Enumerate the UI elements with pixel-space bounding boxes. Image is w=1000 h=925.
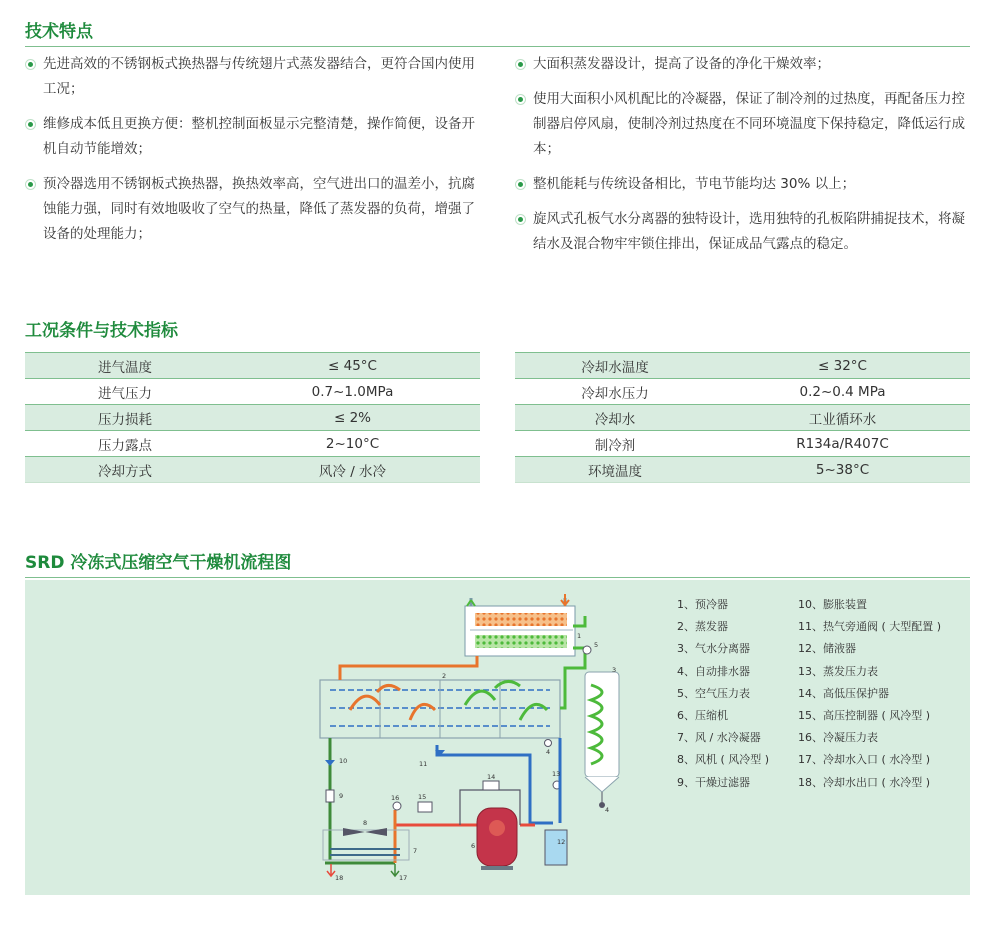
legend-item: 11、热气旁通阀 ( 大型配置 ) (798, 620, 942, 634)
bullet-icon (25, 179, 36, 190)
label-5: 5 (594, 641, 599, 649)
water-outlet-arrow (327, 864, 335, 876)
table-row (515, 353, 970, 379)
spec-value: 0.2~0.4 MPa (715, 379, 970, 405)
table-row (515, 379, 970, 405)
air-pipe (340, 656, 477, 680)
flow-diagram-panel (25, 580, 970, 895)
label-14: 14 (487, 773, 496, 781)
label-18: 18 (335, 874, 344, 882)
legend-item: 16、冷凝压力表 (798, 731, 878, 745)
legend-item: 2、蒸发器 (677, 620, 728, 634)
spec-key: 冷却水 (515, 405, 715, 431)
spec-key: 冷却方式 (25, 457, 225, 483)
label-4: 4 (605, 806, 610, 814)
feature-item: 维修成本低且更换方便：整机控制面板显示完整清楚，操作简便，设备开机自动节能增效； (25, 112, 475, 162)
label-4b: 4 (546, 748, 551, 756)
legend-item: 5、空气压力表 (677, 686, 750, 700)
bullet-icon (515, 179, 526, 190)
spec-key: 压力损耗 (25, 405, 225, 431)
legend-item: 3、气水分离器 (677, 642, 750, 656)
drier-filter (326, 790, 334, 802)
feature-item: 整机能耗与传统设备相比，节电节能均达 30% 以上； (515, 172, 970, 197)
legend-item: 4、自动排水器 (677, 664, 750, 678)
spec-key: 压力露点 (25, 431, 225, 457)
spec-value: ≤ 2% (225, 405, 480, 431)
legend-column-2 (798, 594, 941, 794)
feature-item: 旋风式孔板气水分离器的独特设计，选用独特的孔板陷阱捕捉技术，将凝结水及混合物牢牢锁住排出，保证成品气露点的稳定。 (515, 207, 970, 257)
label-7: 7 (413, 847, 418, 855)
label-10: 10 (339, 757, 348, 765)
bullet-icon (515, 59, 526, 70)
spec-value: ≤ 45°C (225, 353, 480, 379)
spec-value: 5~38°C (715, 457, 970, 483)
bullet-icon (25, 59, 36, 70)
bullet-icon (25, 119, 36, 130)
label-16: 16 (391, 794, 400, 802)
features-section (25, 52, 970, 282)
water-separator (585, 672, 619, 808)
legend-item: 12、储液器 (798, 642, 856, 656)
label-2: 2 (442, 672, 447, 680)
label-11: 11 (419, 760, 428, 768)
legend-item: 15、高压控制器 ( 风冷型 ) (798, 709, 931, 723)
spec-value: 2~10°C (225, 431, 480, 457)
legend-item: 6、压缩机 (677, 709, 728, 723)
spec-value: 工业循环水 (715, 405, 970, 431)
feature-item: 先进高效的不锈钢板式换热器与传统翅片式蒸发器结合，更符合国内使用工况； (25, 52, 475, 102)
hp-protector (483, 781, 499, 790)
receiver-tank (545, 830, 567, 865)
spec-key: 冷却水压力 (515, 379, 715, 405)
spec-value: ≤ 32°C (715, 353, 970, 379)
label-1: 1 (577, 632, 582, 640)
label-3: 3 (612, 666, 617, 674)
legend-item: 1、预冷器 (677, 598, 728, 611)
legend-item: 7、风 / 水冷凝器 (677, 731, 761, 745)
legend-item: 18、冷却水出口 ( 水冷型 ) (798, 775, 931, 789)
condensing-gauge (393, 802, 401, 810)
table-row (25, 379, 480, 405)
legend-item: 8、风机 ( 风冷型 ) (677, 753, 770, 767)
hp-controller (418, 802, 432, 812)
feature-item: 大面积蒸发器设计，提高了设备的净化干燥效率； (515, 52, 970, 77)
spec-key: 进气压力 (25, 379, 225, 405)
legend-item: 10、膨胀装置 (798, 598, 867, 611)
specs-table-left (25, 352, 480, 483)
evaporator (320, 680, 560, 738)
precooler (465, 598, 575, 656)
specs-table-right (515, 352, 970, 483)
legend-column-1 (677, 594, 769, 794)
diagram-rule (25, 577, 970, 578)
spec-key: 制冷剂 (515, 431, 715, 457)
pressure-gauge (583, 646, 591, 654)
legend-item: 17、冷却水入口 ( 水冷型 ) (798, 753, 931, 767)
table-row (515, 405, 970, 431)
table-row (515, 457, 970, 483)
spec-value: 风冷 / 水冷 (225, 457, 480, 483)
spec-value: 0.7~1.0MPa (225, 379, 480, 405)
legend-item: 13、蒸发压力表 (798, 664, 878, 678)
features-right-column (515, 52, 970, 267)
label-8: 8 (363, 819, 368, 827)
outlet-arrow (561, 594, 569, 605)
features-rule (25, 46, 970, 47)
label-13: 13 (552, 770, 561, 778)
table-row (25, 405, 480, 431)
table-row (25, 457, 480, 483)
legend-item: 14、高低压保护器 (798, 686, 889, 700)
legend-item: 9、干燥过滤器 (677, 775, 750, 789)
feature-item: 使用大面积小风机配比的冷凝器，保证了制冷剂的过热度，再配备压力控制器启停风扇，使制冷剂过热度在不同环境温度下保持稳定，降低运行成本； (515, 87, 970, 162)
bullet-icon (515, 94, 526, 105)
specs-title: 工况条件与技术指标 (25, 321, 178, 341)
label-12: 12 (557, 838, 566, 846)
table-row (515, 431, 970, 457)
features-left-column (25, 52, 475, 257)
spec-value: R134a/R407C (715, 431, 970, 457)
diagram-title: SRD 冷冻式压缩空气干燥机流程图 (25, 553, 292, 573)
spec-key: 进气温度 (25, 353, 225, 379)
label-17: 17 (399, 874, 408, 882)
expansion-valve (325, 760, 335, 766)
spec-key: 环境温度 (515, 457, 715, 483)
table-row (25, 431, 480, 457)
air-pipe (560, 648, 585, 708)
features-title: 技术特点 (25, 22, 93, 42)
bullet-icon (515, 214, 526, 225)
water-inlet-arrow (391, 864, 399, 876)
drain-valve (545, 740, 552, 747)
spec-key: 冷却水温度 (515, 353, 715, 379)
compressor (477, 808, 517, 870)
table-row (25, 353, 480, 379)
label-6: 6 (471, 842, 476, 850)
label-15: 15 (418, 793, 427, 801)
feature-item: 预冷器选用不锈钢板式换热器，换热效率高，空气进出口的温差小，抗腐蚀能力强，同时有效地吸收了空气的热量，降低了蒸发器的负荷，增强了设备的处理能力； (25, 172, 475, 247)
label-9: 9 (339, 792, 344, 800)
